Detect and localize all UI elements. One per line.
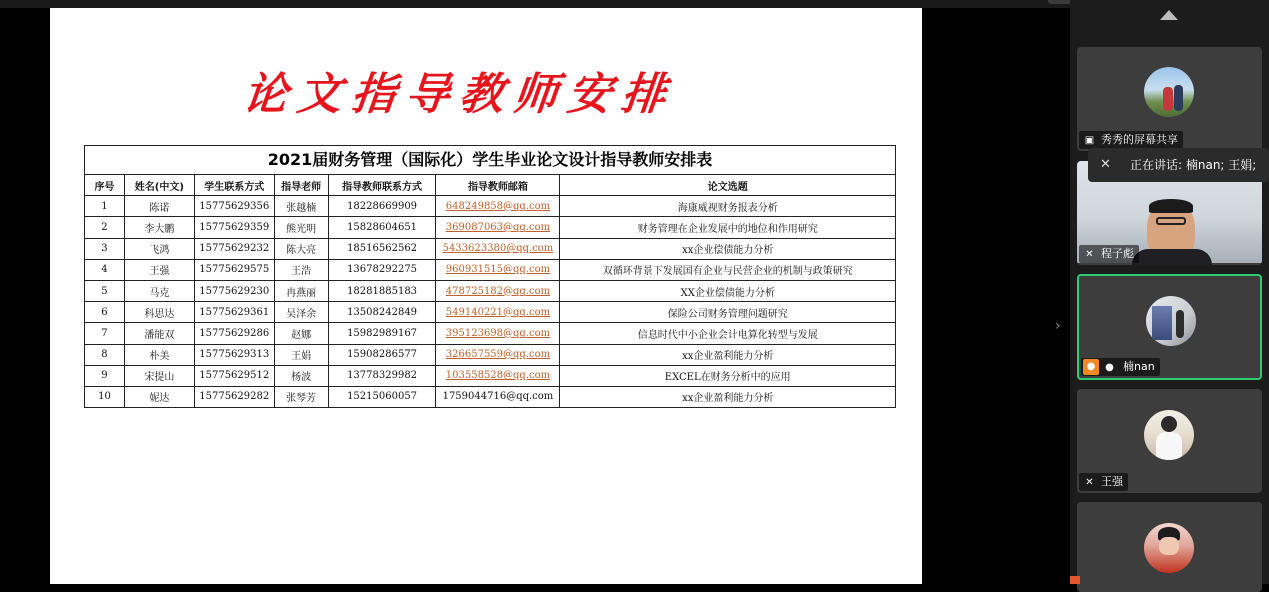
advisor-phone: 15982989167: [328, 323, 436, 344]
advisor-email: [436, 344, 560, 365]
thesis-topic: xx企业盈利能力分析: [560, 344, 896, 365]
participant-nametag: [1079, 131, 1183, 149]
row-index: 6: [85, 302, 125, 323]
row-index: 4: [85, 259, 125, 280]
advisor-email: [436, 280, 560, 301]
row-index: 5: [85, 280, 125, 301]
row-index: 3: [85, 238, 125, 259]
advisor-phone: 18228669909: [328, 196, 436, 217]
student-name: 李大鹏: [124, 217, 194, 238]
student-name: 朴美: [124, 344, 194, 365]
email-link[interactable]: 960931515@qq.com: [445, 264, 551, 276]
mic-on-icon: ●: [1105, 362, 1114, 373]
student-phone: 15775629575: [194, 259, 274, 280]
participant-tile-screenshare[interactable]: [1077, 47, 1262, 151]
student-phone: 15775629286: [194, 323, 274, 344]
advisor-email: [436, 196, 560, 217]
thesis-topic: 保险公司财务管理问题研究: [560, 302, 896, 323]
advisor-phone: 18516562562: [328, 238, 436, 259]
avatar: [1144, 67, 1194, 117]
participant-tile-avatar[interactable]: [1077, 389, 1262, 493]
mic-off-icon: ✕: [1085, 249, 1094, 260]
advisor-email: [436, 217, 560, 238]
col-header-name: 姓名(中文): [124, 175, 194, 196]
participant-nametag: [1081, 358, 1160, 376]
table-row: [85, 259, 896, 280]
student-phone: 15775629282: [194, 386, 274, 407]
table-row: [85, 302, 896, 323]
collapse-gallery-chevron-icon[interactable]: ›: [1055, 318, 1061, 334]
advisor-name: 杨波: [274, 365, 328, 386]
advisor-phone: 13508242849: [328, 302, 436, 323]
participant-name: 秀秀的屏幕共享: [1101, 133, 1178, 146]
row-index: 2: [85, 217, 125, 238]
participant-tile-active-speaker[interactable]: [1077, 274, 1262, 380]
email-link[interactable]: 5433623380@qq.com: [442, 243, 554, 255]
thesis-topic: 信息时代中小企业会计电算化转型与发展: [560, 323, 896, 344]
table-row: [85, 280, 896, 301]
col-header-advisor-email: 指导教师邮箱: [436, 175, 560, 196]
user-icon: ●: [1083, 359, 1099, 375]
student-phone: 15775629232: [194, 238, 274, 259]
table-row: [85, 217, 896, 238]
thesis-topic: 海康威视财务报表分析: [560, 196, 896, 217]
advisor-name: 王娟: [274, 344, 328, 365]
col-header-advisor-phone: 指导教师联系方式: [328, 175, 436, 196]
email-link[interactable]: 648249858@qq.com: [445, 200, 551, 212]
avatar: [1144, 523, 1194, 573]
student-phone: 15775629361: [194, 302, 274, 323]
advisor-phone: 13778329982: [328, 365, 436, 386]
participant-name: 楠nan: [1123, 360, 1155, 373]
participant-nametag: [1079, 473, 1128, 491]
table-header-row: [85, 175, 896, 196]
student-name: 飞鸿: [124, 238, 194, 259]
shared-screen-slide: [50, 8, 922, 584]
student-phone: 15775629230: [194, 280, 274, 301]
student-phone: 15775629313: [194, 344, 274, 365]
thesis-topic: EXCEL在财务分析中的应用: [560, 365, 896, 386]
slide-title: 论文指导教师安排: [240, 69, 679, 120]
table-row: [85, 344, 896, 365]
mic-off-icon: ✕: [1085, 477, 1094, 488]
participant-nametag: [1079, 245, 1139, 263]
email-link[interactable]: 103558528@qq.com: [445, 370, 551, 382]
thesis-topic: xx企业盈利能力分析: [560, 386, 896, 407]
email-link[interactable]: 326657559@qq.com: [445, 349, 551, 361]
student-name: 妮达: [124, 386, 194, 407]
student-phone: 15775629512: [194, 365, 274, 386]
participant-gallery: [1070, 0, 1269, 584]
row-index: 10: [85, 386, 125, 407]
scroll-up-arrow-icon[interactable]: [1160, 10, 1178, 20]
table-row: [85, 196, 896, 217]
advisor-email: [436, 323, 560, 344]
col-header-index: 序号: [85, 175, 125, 196]
table-row: [85, 365, 896, 386]
advisor-name: 赵娜: [274, 323, 328, 344]
advisor-name: 陈大亮: [274, 238, 328, 259]
mic-off-icon: ✕: [1100, 157, 1111, 172]
student-phone: 15775629359: [194, 217, 274, 238]
advisor-name: 张琴芳: [274, 386, 328, 407]
advisor-name: 王浩: [274, 259, 328, 280]
advisor-phone: 18281885183: [328, 280, 436, 301]
row-index: 9: [85, 365, 125, 386]
participant-name: 王强: [1101, 475, 1123, 488]
thesis-topic: xx企业偿债能力分析: [560, 238, 896, 259]
thesis-topic: 双循环背景下发展国有企业与民营企业的机制与政策研究: [560, 259, 896, 280]
student-name: 陈诺: [124, 196, 194, 217]
student-name: 马克: [124, 280, 194, 301]
advisor-phone: 13678292275: [328, 259, 436, 280]
bottom-toolbar-edge: [1070, 576, 1080, 584]
advisor-name: 吴泽余: [274, 302, 328, 323]
advisor-name: 熊光明: [274, 217, 328, 238]
col-header-student-phone: 学生联系方式: [194, 175, 274, 196]
table-row: [85, 386, 896, 407]
speaking-text: 正在讲话: 楠nan; 王娟;: [1130, 158, 1257, 172]
student-name: 宋提山: [124, 365, 194, 386]
student-name: 潘能双: [124, 323, 194, 344]
email-link[interactable]: 549140221@qq.com: [445, 306, 551, 318]
participant-name: 程子彪: [1101, 247, 1134, 260]
row-index: 7: [85, 323, 125, 344]
avatar: [1144, 410, 1194, 460]
email-link[interactable]: 1759044716@qq.com: [442, 391, 554, 403]
col-header-topic: 论文选题: [560, 175, 896, 196]
table-caption: 2021届财务管理（国际化）学生毕业论文设计指导教师安排表: [84, 145, 896, 174]
row-index: 8: [85, 344, 125, 365]
col-header-advisor: 指导老师: [274, 175, 328, 196]
table-row: [85, 238, 896, 259]
email-link[interactable]: 369087063@qq.com: [445, 221, 551, 233]
advisor-phone: 15908286577: [328, 344, 436, 365]
advisor-email: [436, 302, 560, 323]
email-link[interactable]: 395123698@qq.com: [445, 327, 551, 339]
advisor-name: 张越楠: [274, 196, 328, 217]
student-phone: 15775629356: [194, 196, 274, 217]
advisor-email: [436, 386, 560, 407]
advisor-phone: 15828604651: [328, 217, 436, 238]
speaking-indicator: [1088, 148, 1269, 182]
avatar: [1146, 296, 1196, 346]
participant-tile-partial[interactable]: [1077, 502, 1262, 592]
row-index: 1: [85, 196, 125, 217]
student-name: 王强: [124, 259, 194, 280]
advisor-email: [436, 238, 560, 259]
advisor-name: 冉燕丽: [274, 280, 328, 301]
student-name: 科思达: [124, 302, 194, 323]
thesis-topic: XX企业偿债能力分析: [560, 280, 896, 301]
advisor-phone: 15215060057: [328, 386, 436, 407]
advisor-assignment-table: [84, 145, 896, 408]
advisor-email: [436, 259, 560, 280]
advisor-email: [436, 365, 560, 386]
thesis-topic: 财务管理在企业发展中的地位和作用研究: [560, 217, 896, 238]
table-row: [85, 323, 896, 344]
email-link[interactable]: 478725182@qq.com: [445, 285, 551, 297]
screen-share-icon: ▣: [1084, 135, 1095, 146]
